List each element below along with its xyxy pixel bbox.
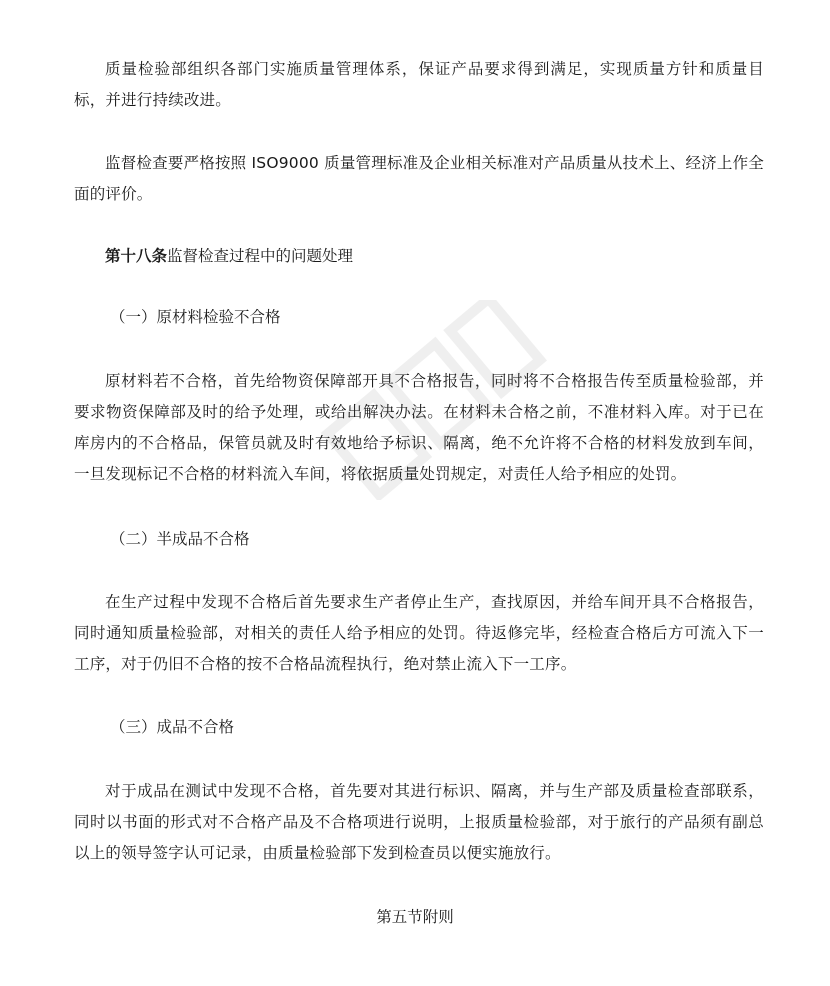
paragraph-quality-system: 质量检验部组织各部门实施质量管理体系，保证产品要求得到满足，实现质量方针和质量目标，并进行持续改进。 [74,60,764,109]
article-18-heading [105,241,353,272]
subheading-raw-material: （一）原材料检验不合格 [110,308,281,326]
paragraph-finished-product: 对于成品在测试中发现不合格，首先要对其进行标识、隔离，并与生产部及质量检查部联系，同时以书面的形式对不合格产品及不合格项进行说明，上报质量检验部，对于旅行的产品须有副总以上的领导签字认可记录，由质量检验部下发到检查员以便实施放行。 [74,782,764,862]
article-18-label: 第十八条 [105,247,168,265]
paragraph-inspection-standard: 监督检查要严格按照 ISO9000 质量管理标准及企业相关标准对产品质量从技术上、经济上作全面的评价。 [74,154,764,203]
subheading-semi-finished: （二）半成品不合格 [110,530,250,548]
subheading-finished-product: （三）成品不合格 [110,718,235,736]
paragraph-raw-material: 原材料若不合格，首先给物资保障部开具不合格报告，同时将不合格报告传至质量检验部，并要求物资保障部及时的给予处理，或给出解决办法。在材料未合格之前，不准材料入库。对于已在库房内的不合格品，保管员就及时有效地给予标识、隔离，绝不允许将不合格的材料发放到车间，一旦发现标记不合格的材料流入车间，将依据质量处罚规定，对责任人给予相应的处罚。 [74,372,764,483]
article-18-title: 监督检查过程中的问题处理 [167,247,354,265]
paragraph-semi-finished: 在生产过程中发现不合格后首先要求生产者停止生产，查找原因，并给车间开具不合格报告，同时通知质量检验部，对相关的责任人给予相应的处罚。待返修完毕，经检查合格后方可流入下一工序，对于仍旧不合格的按不合格品流程执行，绝对禁止流入下一工序。 [74,593,764,673]
section-5-title: 第五节附则 [376,908,454,926]
